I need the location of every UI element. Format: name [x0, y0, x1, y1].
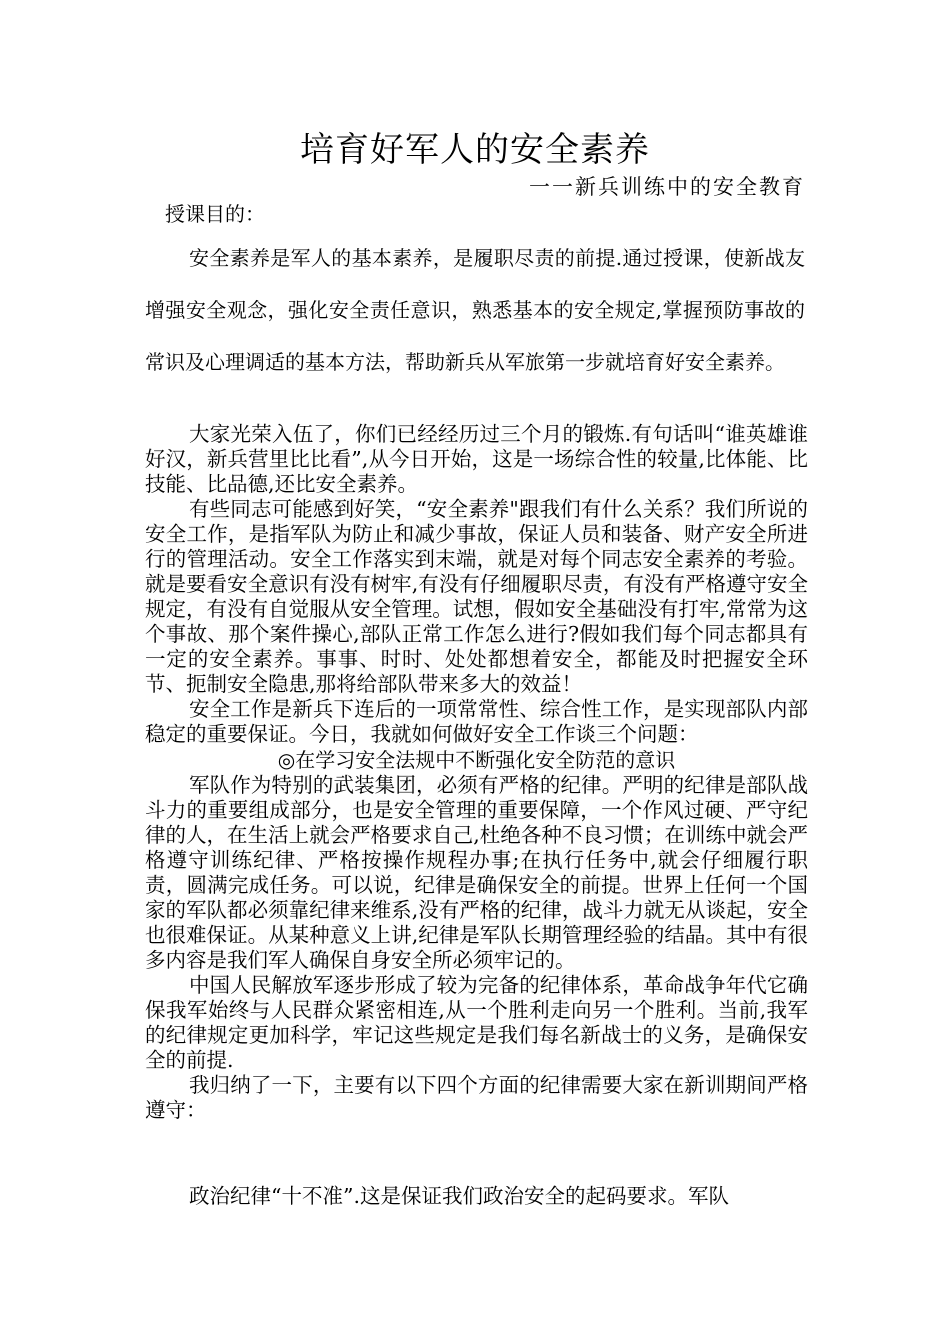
section-paragraph-2: 中国人民解放军逐步形成了较为完备的纪律体系，革命战争年代它确保我军始终与人民群众紧密相连,从一个胜利走向另一个胜利。当前,我军的纪律规定更加科学，牢记这些规定是我们每名新战士的义务，是确保安全的前提. — [145, 973, 808, 1072]
body-paragraph-3: 安全工作是新兵下连后的一项常常性、综合性工作，是实现部队内部稳定的重要保证。今日，我就如何做好安全工作谈三个问题： — [145, 697, 808, 746]
document-subtitle: 一一新兵训练中的安全教育 — [529, 175, 805, 199]
document-title: 培育好军人的安全素养 — [300, 130, 650, 170]
purpose-heading: 授课目的： — [165, 202, 265, 226]
section-paragraph-1: 军队作为特别的武装集团，必须有严格的纪律。严明的纪律是部队战斗力的重要组成部分，也是安全管理的重要保障，一个作风过硬、严守纪律的人，在生活上就会严格要求自己,杜绝各种不良习惯；在训练中就会严格遵守训练纪律、严格按操作规程办事;在执行任务中,就会仔细履行职责，圆满完成任务。可以说，纪律是确保安全的前提。世界上任何一个国家的军队都必须靠纪律来维系,没有严格的纪律，战斗力就无从谈起，安全也很难保证。从某种意义上讲,纪律是军队长期管理经验的结晶。其中有很多内容是我们军人确保自身安全所必须牢记的。 — [145, 773, 808, 972]
section-title: ◎在学习安全法规中不断强化安全防范的意识 — [277, 748, 676, 772]
last-paragraph: 政治纪律“十不准”.这是保证我们政治安全的起码要求。军队 — [189, 1184, 729, 1208]
purpose-text: 安全素养是军人的基本素养，是履职尽责的前提.通过授课，使新战友增强安全观念，强化安全责任意识，熟悉基本的安全规定,掌握预防事故的常识及心理调适的基本方法，帮助新兵从军旅第一步就培育好安全素养。 — [145, 246, 805, 374]
document-body — [145, 422, 808, 1123]
purpose-paragraph — [145, 232, 805, 388]
body-paragraph-1: 大家光荣入伍了，你们已经经历过三个月的锻炼.有句话叫“谁英雄谁好汉，新兵营里比比看”,从今日开始，这是一场综合性的较量,比体能、比技能、比品德,还比安全素养。 — [145, 422, 808, 496]
body-paragraph-2: 有些同志可能感到好笑，“安全素养"跟我们有什么关系？我们所说的安全工作，是指军队为防止和减少事故，保证人员和装备、财产安全所进行的管理活动。安全工作落实到末端，就是对每个同志安全素养的考验。就是要看安全意识有没有树牢,有没有仔细履职尽责，有没有严格遵守安全规定，有没有自觉服从安全管理。试想，假如安全基础没有打牢,常常为这个事故、那个案件操心,部队正常工作怎么进行?假如我们每个同志都具有一定的安全素养。事事、时时、处处都想着安全，都能及时把握安全环节、扼制安全隐患,那将给部队带来多大的效益！ — [145, 497, 808, 696]
section-paragraph-3: 我归纳了一下，主要有以下四个方面的纪律需要大家在新训期间严格遵守： — [145, 1073, 808, 1122]
